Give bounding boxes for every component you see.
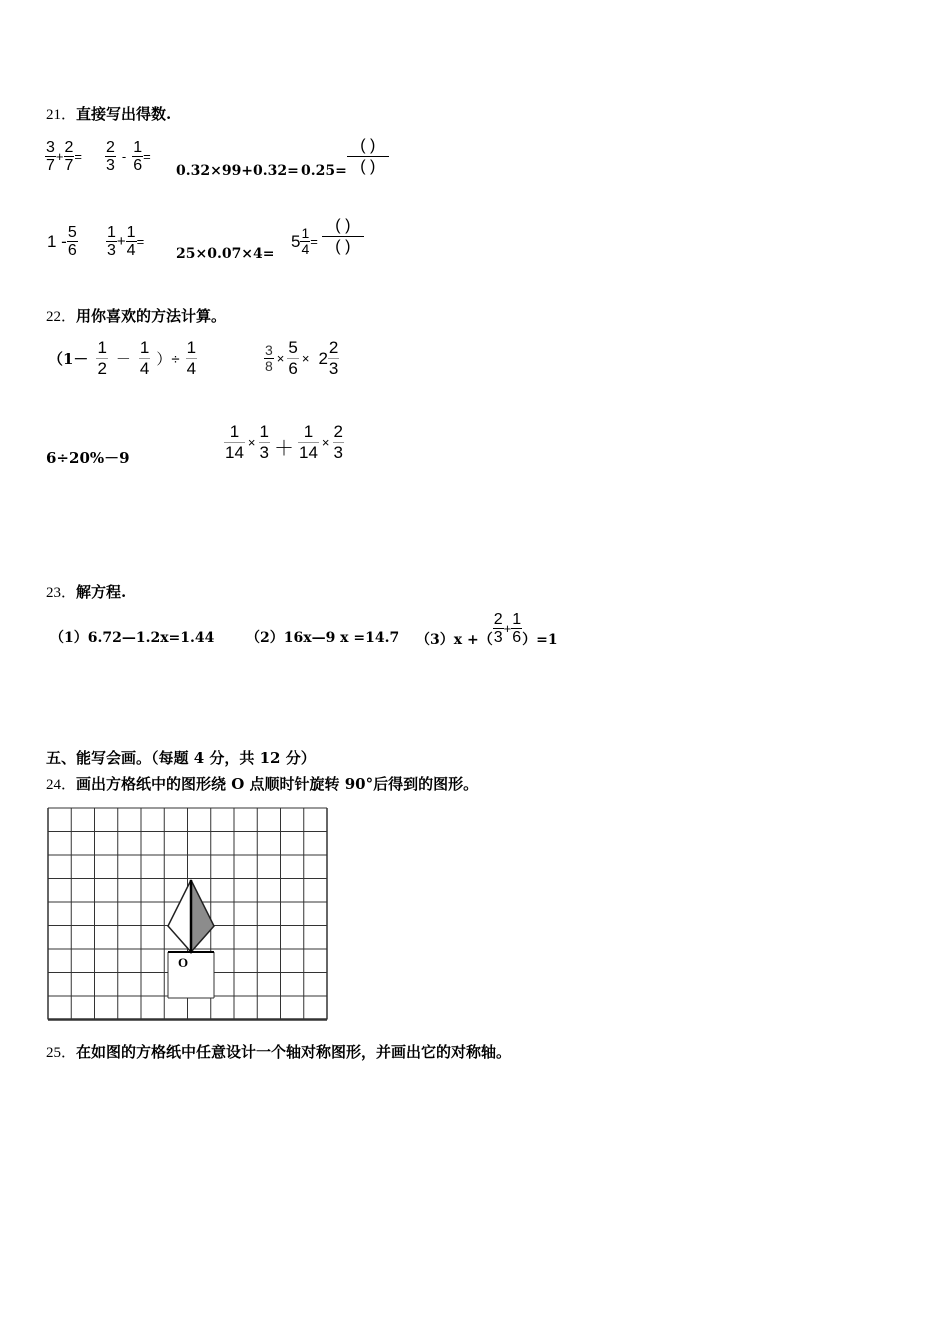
whole-number: 2: [318, 348, 328, 368]
point-o-label: O: [178, 955, 189, 970]
equals-sign: =: [143, 149, 151, 164]
fraction: $\frac{1}{4}$: [139, 338, 150, 378]
plus-sign: +: [503, 620, 512, 636]
q23-title: 解方程.: [76, 583, 127, 601]
q21-expr-2: [105, 139, 151, 174]
q24-title: 画出方格纸中的图形绕 O 点顺时针旋转 90°后得到的图形。: [76, 775, 479, 793]
kite-left-half: [168, 880, 191, 952]
expr-lead: （1－: [48, 350, 89, 368]
q21-expr-8: [291, 216, 364, 257]
q23-equation-3: [416, 607, 558, 649]
fraction: $\frac{1}{4}$: [186, 338, 197, 378]
fraction: $\frac{5}{6}$: [288, 338, 298, 378]
fraction: $\frac{2}{3}$: [328, 338, 339, 378]
expr-close: ）=1: [522, 632, 558, 648]
q21-expr-5: [47, 224, 78, 259]
equals-sign: =: [310, 234, 318, 249]
fraction: $\frac{5}{6}$: [67, 224, 77, 259]
q25-number: 25．: [46, 1045, 77, 1061]
q22-heading: [46, 305, 226, 326]
fraction: $\frac{1}{3}$: [107, 224, 116, 259]
fraction: $\frac{1}{3}$: [259, 422, 269, 462]
section5-title: 五、能写会画。（每题 4 分，共 12 分）: [46, 749, 316, 767]
fraction: $\frac{1}{4}$: [301, 225, 310, 257]
expr-op: ）÷: [156, 351, 180, 368]
expr-lead: 0.25=: [301, 163, 347, 179]
q23-equation-2: （2）16x—9 x =14.7: [246, 630, 400, 646]
q24-number: 24．: [46, 777, 77, 793]
fraction: $\frac{1}{2}$: [97, 338, 107, 378]
label-cell-background: [168, 952, 214, 998]
minus-sign: -: [121, 149, 127, 164]
times-sign: ×: [301, 351, 310, 366]
q23-number: 23．: [46, 585, 77, 601]
q22-title: 用你喜欢的方法计算。: [76, 307, 227, 325]
fraction: $\frac{2}{3}$: [493, 610, 503, 646]
q21-expr-1: [45, 139, 82, 174]
q24-heading: [46, 773, 478, 794]
expr-lead: 1 -: [47, 231, 67, 251]
q21-expr-3: 0.32×99+0.32=: [176, 163, 299, 179]
plus-sign: ＋: [273, 438, 294, 460]
q23-equation-1: （1）6.72—1.2x=1.44: [50, 630, 215, 646]
times-sign: ×: [247, 435, 256, 450]
q22-expr-2: [264, 338, 339, 379]
plus-sign: +: [116, 233, 126, 250]
q22-expr-4: [224, 422, 344, 463]
fraction: $\frac{1}{14}$: [298, 422, 318, 462]
q22-expr-1: [48, 338, 197, 379]
q22-number: 22．: [46, 309, 77, 325]
whole-number: 5: [291, 231, 301, 251]
q22-expr-3: 6÷20%－9: [46, 449, 130, 467]
times-sign: ×: [276, 351, 285, 366]
q21-title: 直接写出得数.: [76, 105, 172, 123]
q21-expr-4: [301, 133, 389, 179]
fraction: $\frac{2}{7}$: [64, 139, 74, 174]
fraction: $\frac{1}{6}$: [512, 610, 522, 646]
fraction: $\frac{2}{3}$: [106, 139, 115, 174]
q21-heading: [46, 103, 171, 124]
expr-lead: （3）x +（: [416, 632, 493, 648]
q25-heading: [46, 1041, 511, 1062]
q25-title: 在如图的方格纸中任意设计一个轴对称图形，并画出它的对称轴。: [76, 1043, 512, 1061]
fraction: $\frac{1}{4}$: [126, 224, 136, 259]
times-sign: ×: [321, 435, 330, 450]
q24-grid-figure: [44, 806, 340, 1028]
fraction: $\frac{1}{14}$: [225, 422, 244, 462]
blank-fraction: $\frac{( )}{( )}$: [322, 216, 364, 257]
fraction: $\frac{3}{8}$: [265, 342, 273, 374]
fraction: $\frac{1}{6}$: [133, 139, 143, 174]
q21-expr-7: 25×0.07×4=: [176, 246, 275, 262]
minus-sign: －: [115, 351, 131, 368]
blank-fraction: $\frac{( )}{( )}$: [347, 136, 389, 177]
fraction: $\frac{3}{7}$: [46, 139, 55, 174]
q21-expr-6: [106, 224, 144, 259]
equals-sign: =: [136, 234, 145, 249]
equals-sign: =: [74, 149, 82, 164]
q23-heading: [46, 581, 126, 602]
fraction: $\frac{2}{3}$: [333, 422, 343, 462]
q21-number: 21．: [46, 107, 77, 123]
plus-sign: +: [55, 149, 64, 164]
